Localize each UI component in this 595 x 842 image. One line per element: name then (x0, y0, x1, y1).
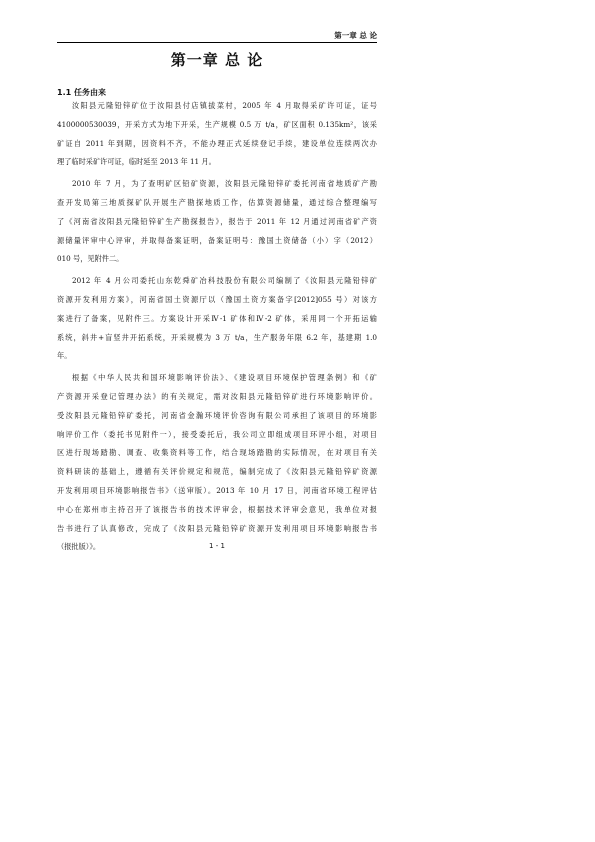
paragraph-4 (57, 369, 377, 557)
paragraph-line: 010 号，见附件二。 (57, 254, 124, 264)
body-text (57, 97, 377, 557)
paragraph-2 (57, 175, 377, 269)
paragraph-line: 资料研读的基础上，遵循有关评价规定和规范，编制完成了《汝阳县元隆铅锌矿资源 (57, 467, 377, 477)
paragraph-line: 告书进行了认真修改，完成了《汝阳县元隆铅锌矿资源开发利用项目环境影响报告书 (57, 523, 377, 533)
paragraph-line: 案进行了备案，见附件三。方案设计开采Ⅳ-1 矿体和Ⅳ-2 矿体，采用同一个开拓运输 (57, 313, 377, 323)
paragraph-line: 4100000530039，开采方式为地下开采，生产规模 0.5 万 t/a，矿区面积 0.135km²，该采 (57, 119, 377, 129)
paragraph-line: 查开发局第三地质探矿队开展生产勘探地质工作，估算资源储量，通过综合整理编写 (57, 197, 377, 207)
paragraph-line: 开发利用项目环境影响报告书》（送审版）。2013 年 10 月 17 日，河南省环境工程评估 (57, 485, 377, 495)
paragraph-line: 受汝阳县元隆铅锌矿委托，河南省金瀚环境评价咨询有限公司承担了该项目的环境影 (57, 410, 377, 420)
paragraph-line: 资源开发利用方案》，河南省国土资源厅以（豫国土资方案备字[2012]055 号）对该方 (57, 294, 377, 304)
paragraph-line: 2012 年 4 月公司委托山东乾舜矿冶科技股份有限公司编制了《汝阳县元隆铅锌矿 (72, 276, 377, 286)
paragraph-line: 理了临时采矿许可证，临时延至 2013 年 11 月。 (57, 157, 216, 167)
paragraph-line: 了《河南省汝阳县元隆铅锌矿生产勘探报告》，报告于 2011 年 12 月通过河南省矿产资 (57, 216, 377, 226)
paragraph-line: 年。 (57, 351, 72, 361)
paragraph-line: 矿证自 2011 年到期，因资料不齐，不能办理正式延续登记手续，建设单位连续两次办 (57, 138, 377, 148)
paragraph-1 (57, 97, 377, 172)
page-number: 1 - 1 (209, 542, 225, 550)
paragraph-line: 系统，斜井+盲竖井开拓系统，开采规模为 3 万 t/a，生产服务年限 6.2 年，基建期 1.0 (57, 332, 377, 342)
paragraph-line: 2010 年 7 月，为了查明矿区铅矿资源，汝阳县元隆铅锌矿委托河南省地质矿产勘 (72, 179, 377, 189)
paragraph-line: （报批版）》。 (57, 542, 101, 552)
section-heading: 1.1 任务由来 (57, 88, 106, 97)
paragraph-line: 产资源开采登记管理办法》的有关规定，需对汝阳县元隆铅锌矿进行环境影响评价。 (57, 391, 377, 401)
header-rule (57, 42, 377, 43)
paragraph-line: 响评价工作（委托书见附件一），接受委托后，我公司立即组成项目环评小组，对项目 (57, 429, 377, 439)
running-header: 第一章 总 论 (334, 31, 377, 40)
paragraph-line: 汝阳县元隆铅锌矿位于汝阳县付店镇拔菜村，2005 年 4 月取得采矿许可证，证号 (72, 101, 377, 110)
paragraph-3 (57, 272, 377, 366)
chapter-title: 第一章 总 论 (170, 51, 264, 69)
paragraph-line: 根据《中华人民共和国环境影响评价法》、《建设项目环境保护管理条例》和《矿 (72, 373, 377, 383)
paragraph-line: 区进行现场踏勘、调查、收集资料等工作，结合现场踏勘的实际情况，在对项目有关 (57, 448, 377, 458)
paragraph-line: 中心在郑州市主持召开了该报告书的技术评审会，根据技术评审会意见，我单位对报 (57, 504, 377, 514)
paragraph-line: 源储量评审中心评审，并取得备案证明，备案证明号：豫国土资储备（小）字（2012） (57, 235, 377, 245)
